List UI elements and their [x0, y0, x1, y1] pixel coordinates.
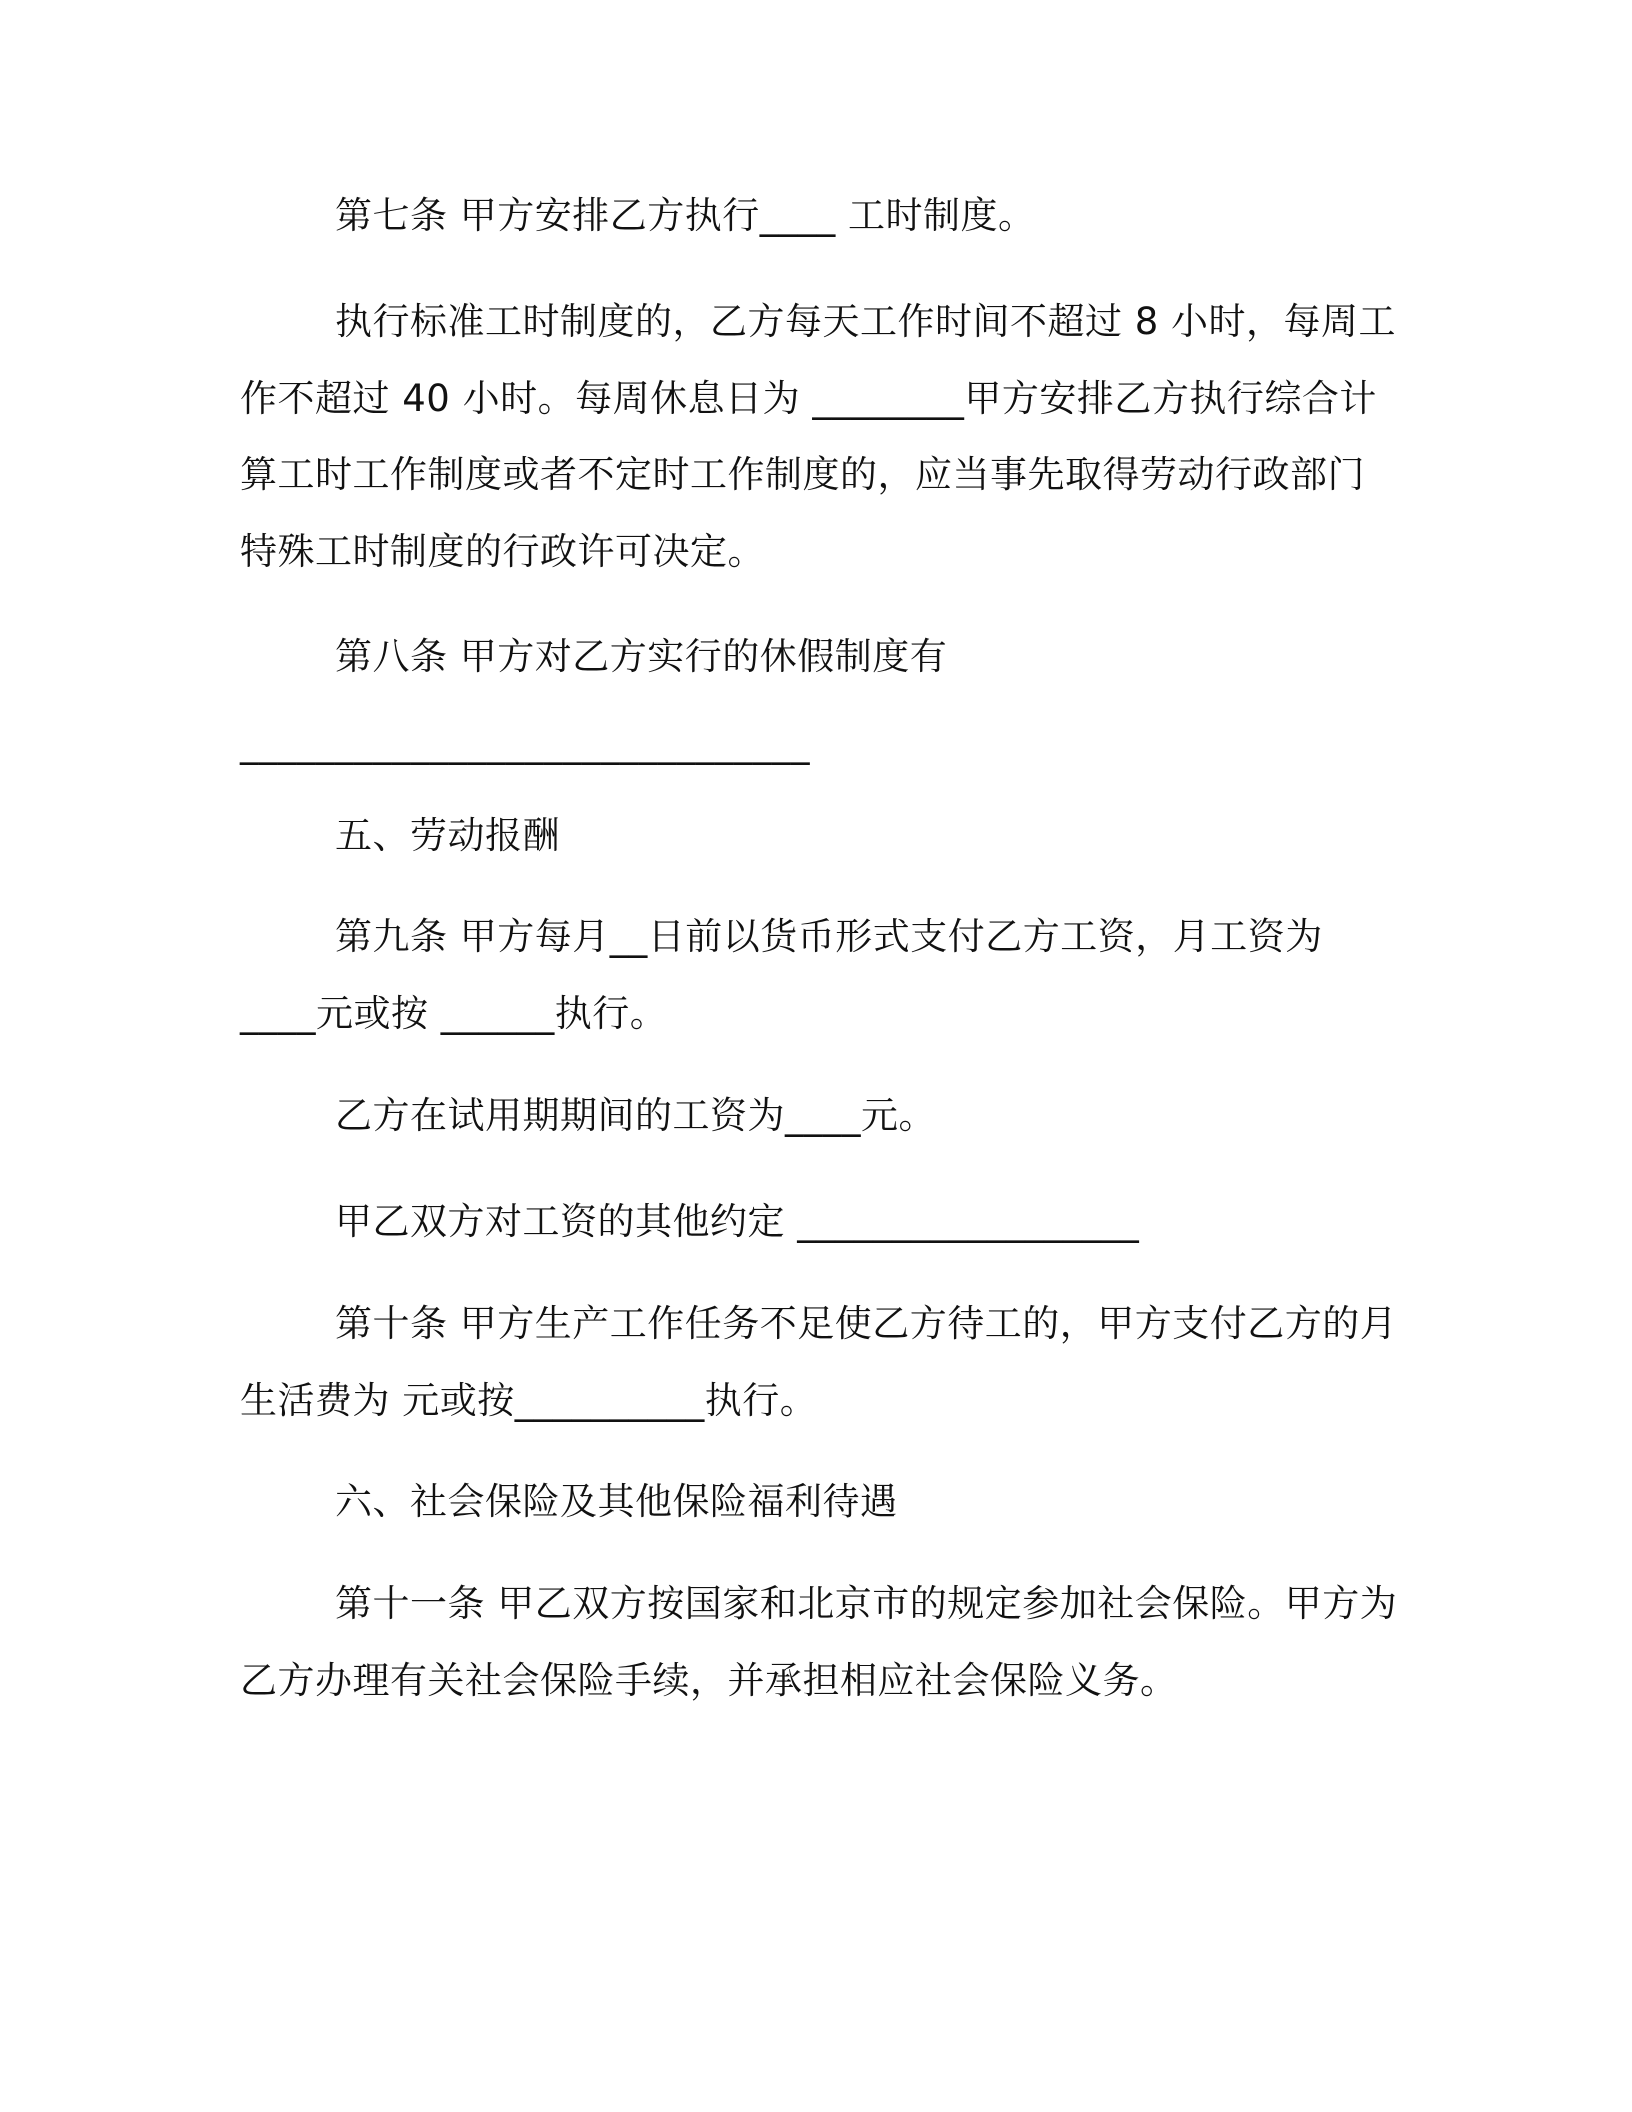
- article-9-line-2: ____元或按 ______执行。: [240, 992, 668, 1035]
- article-7-line: 第七条 甲方安排乙方执行____ 工时制度。: [335, 194, 1036, 237]
- article-11-line-2: 乙方办理有关社会保险手续，并承担相应社会保险义务。: [240, 1659, 1178, 1702]
- article-10-line-1: 第十条 甲方生产工作任务不足使乙方待工的，甲方支付乙方的月: [335, 1302, 1398, 1345]
- section-5-heading: 五、劳动报酬: [335, 814, 560, 857]
- article-11-line-1: 第十一条 甲乙双方按国家和北京市的规定参加社会保险。甲方为: [335, 1582, 1398, 1625]
- article-8-blank-line: ______________________________: [240, 722, 810, 765]
- article-8-line: 第八条 甲方对乙方实行的休假制度有: [335, 635, 948, 678]
- article-10-line-2: 生活费为 元或按__________执行。: [240, 1379, 818, 1422]
- standard-hours-line-3: 算工时工作制度或者不定时工作制度的，应当事先取得劳动行政部门: [240, 453, 1365, 496]
- other-wage-agreement-line: 甲乙双方对工资的其他约定 __________________: [335, 1200, 1140, 1243]
- standard-hours-line-2: 作不超过 40 小时。每周休息日为 ________甲方安排乙方执行综合计: [240, 377, 1377, 420]
- article-9-line-1: 第九条 甲方每月__日前以货币形式支付乙方工资，月工资为: [335, 915, 1323, 958]
- probation-wage-line: 乙方在试用期期间的工资为____元。: [335, 1094, 936, 1137]
- standard-hours-line-4: 特殊工时制度的行政许可决定。: [240, 530, 765, 573]
- standard-hours-line-1: 执行标准工时制度的，乙方每天工作时间不超过 8 小时，每周工: [335, 300, 1397, 343]
- section-6-heading: 六、社会保险及其他保险福利待遇: [335, 1480, 898, 1523]
